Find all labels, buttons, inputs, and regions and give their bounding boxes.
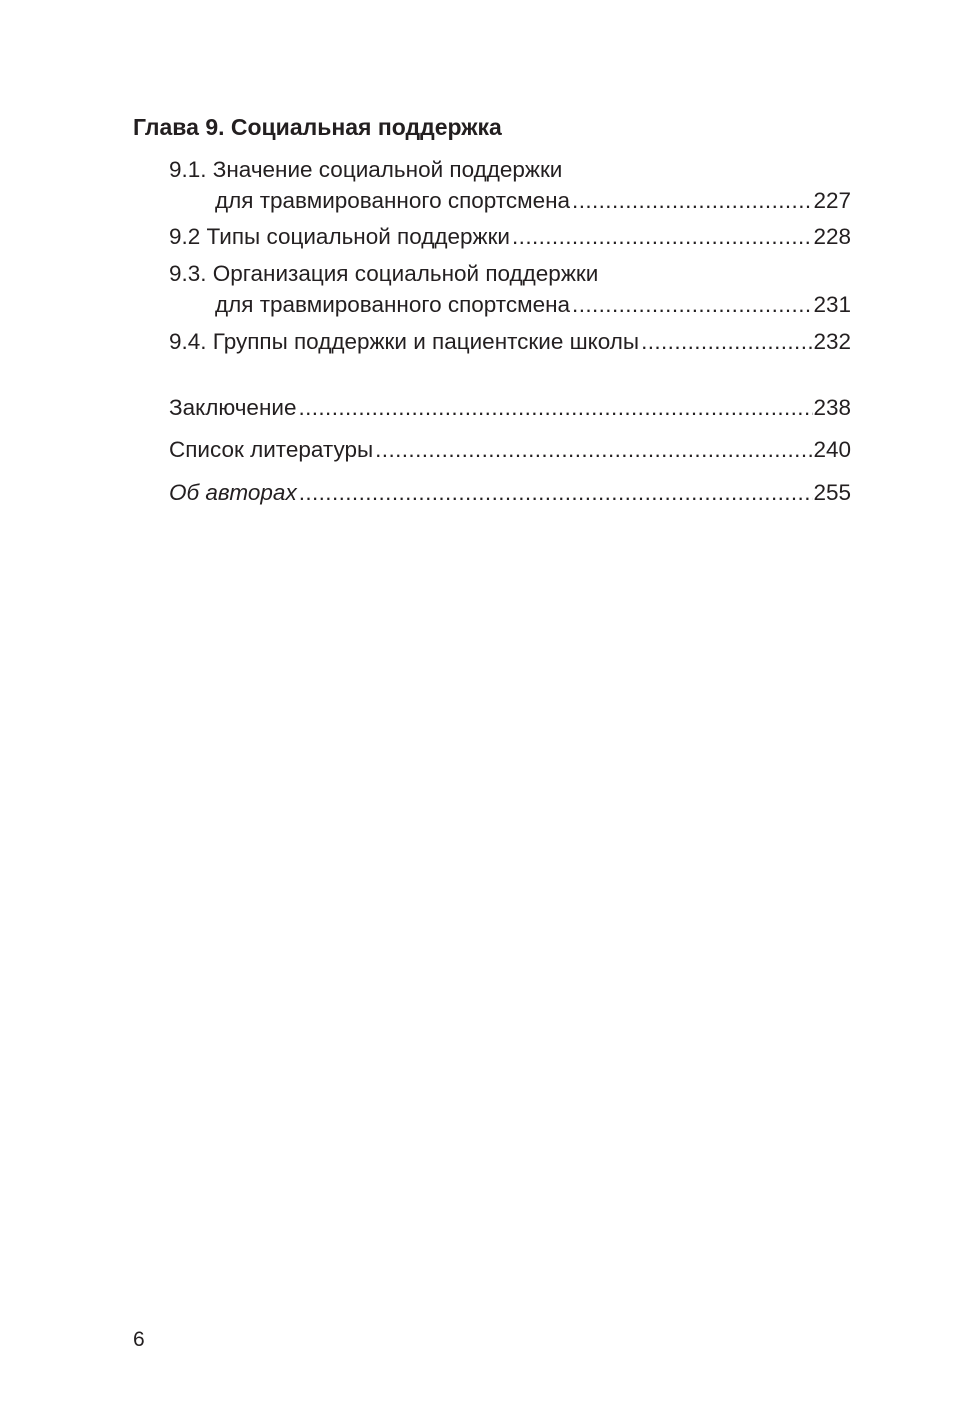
dot-leader bbox=[510, 222, 813, 252]
toc-page-ref: 227 bbox=[813, 188, 851, 213]
toc-entry-references[interactable] bbox=[169, 435, 851, 465]
chapter-title: Глава 9. Социальная поддержка bbox=[133, 114, 502, 140]
toc-entry-9-4[interactable] bbox=[169, 327, 851, 357]
toc-entry-label: для травмированного спортсмена bbox=[215, 292, 571, 317]
dot-leader bbox=[639, 327, 813, 357]
toc-entry-9-1[interactable] bbox=[215, 186, 851, 216]
dot-leader bbox=[296, 393, 813, 423]
toc-page-ref: 240 bbox=[813, 437, 851, 462]
toc-entry-label: 9.2 Типы социальной поддержки bbox=[169, 224, 511, 249]
toc-entry-9-2[interactable] bbox=[169, 222, 851, 252]
toc-page-ref: 238 bbox=[813, 395, 851, 420]
toc-entry-label: Об авторах bbox=[169, 480, 297, 505]
toc-entry-label: для травмированного спортсмена bbox=[215, 188, 571, 213]
toc-entry-9-3[interactable] bbox=[215, 290, 851, 320]
toc-page-ref: 255 bbox=[813, 480, 851, 505]
dot-leader bbox=[570, 290, 813, 320]
toc-page-ref: 231 bbox=[813, 292, 851, 317]
page-number: 6 bbox=[133, 1328, 145, 1351]
toc-entry-label: Список литературы bbox=[169, 437, 374, 462]
dot-leader bbox=[570, 186, 813, 216]
toc-entry-about-authors[interactable] bbox=[169, 478, 851, 508]
dot-leader bbox=[373, 435, 813, 465]
toc-entry-9-3-line1: 9.3. Организация социальной поддержки bbox=[169, 261, 599, 286]
toc-entry-label: 9.4. Группы поддержки и пациентские школы bbox=[169, 329, 640, 354]
dot-leader bbox=[297, 478, 814, 508]
toc-entry-conclusion[interactable] bbox=[169, 393, 851, 423]
toc-entry-9-1-line1: 9.1. Значение социальной поддержки bbox=[169, 157, 563, 182]
toc-page-ref: 232 bbox=[813, 329, 851, 354]
toc-page-ref: 228 bbox=[813, 224, 851, 249]
toc-entry-label: Заключение bbox=[169, 395, 297, 420]
